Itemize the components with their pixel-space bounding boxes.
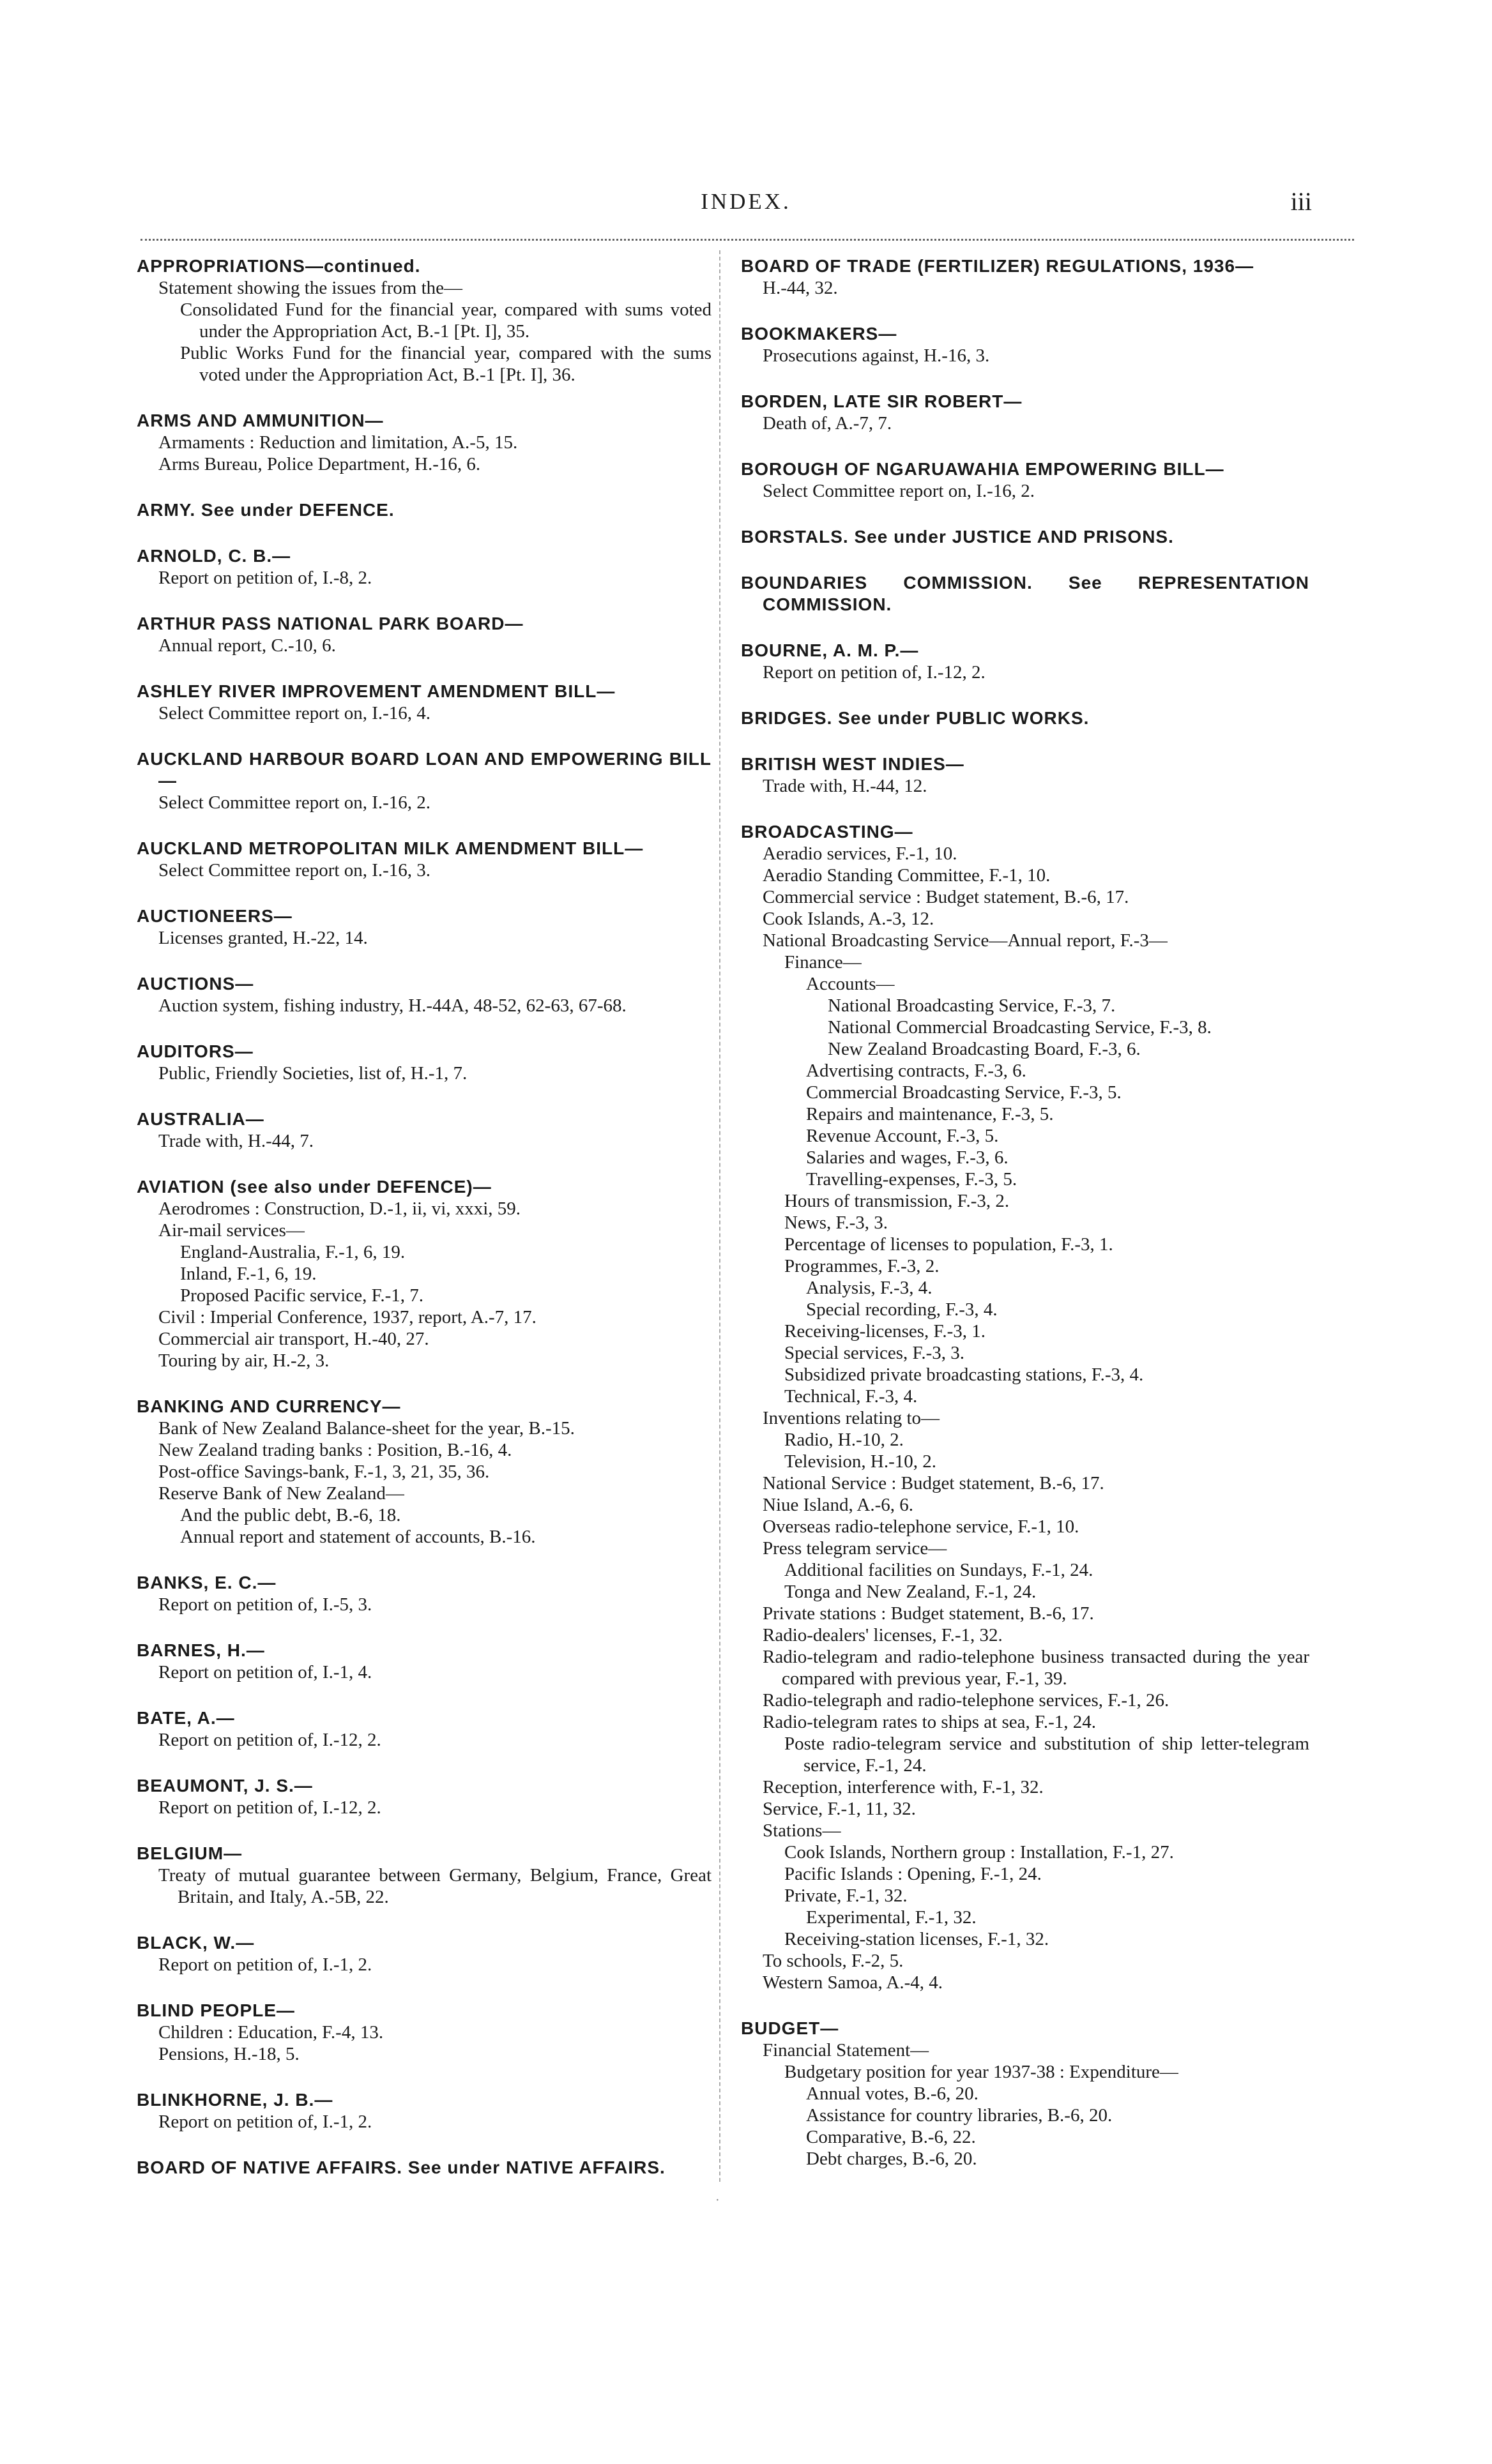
index-entry [137,1775,712,1818]
index-entry [137,838,712,881]
entry-heading: BORDEN, LATE SIR ROBERT— [741,391,1023,411]
entry-subline: Repairs and maintenance, F.-3, 5. [806,1104,1054,1124]
entry-subline: Television, H.-10, 2. [784,1451,936,1472]
entry-heading: BARNES, H.— [137,1640,265,1660]
entry-subline: Select Committee report on, I.-16, 3. [158,860,431,881]
entry-heading: BOROUGH OF NGARUAWAHIA EMPOWERING BILL— [741,459,1224,479]
entry-subline: Analysis, F.-3, 4. [806,1278,933,1298]
index-entry [741,391,1309,434]
entry-heading: BUDGET— [741,2018,839,2038]
entry-subline: Additional facilities on Sundays, F.-1, 24. [784,1560,1093,1580]
entry-subline: Receiving-station licenses, F.-1, 32. [784,1929,1049,1949]
entry-subline: Touring by air, H.-2, 3. [158,1350,330,1371]
entry-subline: Reception, interference with, F.-1, 32. [763,1777,1044,1797]
entry-subline: Proposed Pacific service, F.-1, 7. [180,1285,424,1306]
entry-subline: Arms Bureau, Police Department, H.-16, 6. [158,454,481,474]
entry-subline: Annual votes, B.-6, 20. [806,2083,978,2104]
entry-subline: Radio-telegraph and radio-telephone services, F.-1, 26. [763,1690,1169,1711]
index-entry [741,255,1309,299]
entry-subline: Overseas radio-telephone service, F.-1, 10. [763,1516,1079,1537]
entry-heading: ASHLEY RIVER IMPROVEMENT AMENDMENT BILL— [137,681,616,701]
entry-subline: Select Committee report on, I.-16, 2. [158,792,431,813]
entry-subline: Radio-telegram rates to ships at sea, F.-1, 24. [763,1712,1096,1732]
entry-subline: Pacific Islands : Opening, F.-1, 24. [784,1864,1042,1884]
index-entry [137,1396,712,1548]
entry-subline: Assistance for country libraries, B.-6, 20. [806,2105,1113,2126]
index-entry [137,545,712,589]
entry-subline: Radio, H.-10, 2. [784,1430,904,1450]
entry-heading: BLIND PEOPLE— [137,2000,295,2020]
entry-subline: National Service : Budget statement, B.-6, 17. [763,1473,1104,1493]
entry-subline: Reserve Bank of New Zealand— [158,1483,404,1504]
index-entry [137,973,712,1017]
index-entry [741,526,1309,548]
entry-subline: Inland, F.-1, 6, 19. [180,1264,317,1284]
entry-heading: BEAUMONT, J. S.— [137,1776,313,1795]
entry-subline: England-Australia, F.-1, 6, 19. [180,1242,406,1262]
entry-subline: Air-mail services— [158,1220,305,1241]
entry-subline: Budgetary position for year 1937-38 : Expenditure— [784,2062,1178,2082]
entry-heading: AUCKLAND METROPOLITAN MILK AMENDMENT BILL— [137,838,644,858]
entry-subline: Consolidated Fund for the financial year, compared with sums voted under the Appropriation Act, B.-1 [Pt. I], 35. [180,299,712,342]
entry-subline: Special services, F.-3, 3. [784,1343,964,1363]
entry-subline: Cook Islands, A.-3, 12. [763,909,934,929]
index-entry [137,1707,712,1751]
entry-subline: Bank of New Zealand Balance-sheet for the year, B.-15. [158,1418,575,1439]
entry-subline: To schools, F.-2, 5. [763,1951,904,1971]
entry-subline: Aeradio Standing Committee, F.-1, 10. [763,865,1051,886]
entry-heading: AUCKLAND HARBOUR BOARD LOAN AND EMPOWERING BILL— [137,749,712,790]
index-entry [137,410,712,475]
entry-heading: BLACK, W.— [137,1933,255,1953]
entry-subline: Special recording, F.-3, 4. [806,1299,998,1320]
header-rule [141,239,1354,241]
entry-subline: Death of, A.-7, 7. [763,413,892,434]
index-entry [741,707,1309,729]
page-number: iii [1290,187,1312,216]
entry-subline: Debt charges, B.-6, 20. [806,2149,977,2169]
entry-subline: Statement showing the issues from the— [158,278,463,298]
entry-subline: Receiving-licenses, F.-3, 1. [784,1321,986,1342]
entry-heading: BELGIUM— [137,1843,243,1863]
entry-subline: Report on petition of, I.-12, 2. [158,1730,381,1750]
entry-subline: Commercial Broadcasting Service, F.-3, 5. [806,1082,1122,1103]
entry-subline: Western Samoa, A.-4, 4. [763,1972,943,1993]
index-entry [137,2157,712,2179]
index-entry [137,613,712,656]
entry-subline: Public, Friendly Societies, list of, H.-1, 7. [158,1063,468,1084]
right-column [741,255,1309,2194]
page-title: INDEX. [701,189,791,214]
entry-heading: BOARD OF NATIVE AFFAIRS. See under NATIVE AFFAIRS. [137,2158,666,2177]
entry-subline: Finance— [784,952,862,972]
entry-subline: Financial Statement— [763,2040,929,2060]
entry-subline: H.-44, 32. [763,278,838,298]
entry-heading: BORSTALS. See under JUSTICE AND PRISONS. [741,527,1174,547]
entry-subline: Cook Islands, Northern group : Installation, F.-1, 27. [784,1842,1174,1863]
entry-subline: And the public debt, B.-6, 18. [180,1505,401,1525]
entry-subline: Experimental, F.-1, 32. [806,1907,977,1928]
entry-subline: Travelling-expenses, F.-3, 5. [806,1169,1017,1190]
entry-subline: Private, F.-1, 32. [784,1886,908,1906]
left-column [137,255,712,2203]
footer-mark: · [715,2193,720,2207]
entry-heading: BANKING AND CURRENCY— [137,1396,401,1416]
index-entry [137,1572,712,1615]
entry-heading: BOOKMAKERS— [741,324,897,344]
entry-subline: Percentage of licenses to population, F.-3, 1. [784,1234,1113,1255]
entry-subline: Revenue Account, F.-3, 5. [806,1126,999,1146]
entry-subline: Radio-telegram and radio-telephone business transacted during the year compared with previous year, F.-1, 39. [763,1647,1309,1689]
entry-heading: BANKS, E. C.— [137,1573,277,1592]
entry-subline: Report on petition of, I.-1, 4. [158,1662,372,1682]
entry-subline: Tonga and New Zealand, F.-1, 24. [784,1582,1037,1602]
column-divider [719,250,720,2182]
entry-subline: Licenses granted, H.-22, 14. [158,928,368,948]
index-entry [741,2018,1309,2170]
entry-heading: BOUNDARIES COMMISSION. See REPRESENTATION COMMISSION. [741,573,1309,614]
entry-subline: Commercial service : Budget statement, B.-6, 17. [763,887,1129,907]
index-entry [741,821,1309,1993]
index-entry [137,1932,712,1976]
entry-subline: Annual report, C.-10, 6. [158,635,336,656]
entry-subline: Radio-dealers' licenses, F.-1, 32. [763,1625,1003,1645]
entry-heading: BROADCASTING— [741,822,913,842]
entry-subline: News, F.-3, 3. [784,1213,888,1233]
index-entry [137,2000,712,2065]
entry-heading: ARMY. See under DEFENCE. [137,500,395,520]
entry-subline: Poste radio-telegram service and substitution of ship letter-telegram service, F.-1, 24. [784,1734,1309,1776]
entry-subline: Aerodromes : Construction, D.-1, ii, vi, xxxi, 59. [158,1198,521,1219]
index-entry [741,753,1309,797]
entry-subline: Report on petition of, I.-8, 2. [158,568,372,588]
entry-heading: AVIATION (see also under DEFENCE)— [137,1177,492,1197]
entry-subline: Programmes, F.-3, 2. [784,1256,940,1276]
entry-subline: Select Committee report on, I.-16, 4. [158,703,431,723]
entry-subline: Commercial air transport, H.-40, 27. [158,1329,429,1349]
entry-subline: National Commercial Broadcasting Service, F.-3, 8. [828,1017,1212,1038]
index-entry [137,2089,712,2133]
index-entry [741,458,1309,502]
index-entry [137,1041,712,1084]
entry-subline: Salaries and wages, F.-3, 6. [806,1147,1009,1168]
entry-subline: New Zealand trading banks : Position, B.-16, 4. [158,1440,512,1460]
entry-subline: Accounts— [806,974,895,994]
entry-subline: Post-office Savings-bank, F.-1, 3, 21, 35, 36. [158,1462,490,1482]
entry-heading: AUCTIONS— [137,974,254,994]
index-entry [137,255,712,386]
entry-subline: Auction system, fishing industry, H.-44A, 48-52, 62-63, 67-68. [158,995,627,1016]
entry-heading: BRITISH WEST INDIES— [741,754,964,774]
entry-subline: Aeradio services, F.-1, 10. [763,843,957,864]
entry-heading: ARMS AND AMMUNITION— [137,411,384,430]
entry-subline: Pensions, H.-18, 5. [158,2044,300,2064]
entry-subline: Hours of transmission, F.-3, 2. [784,1191,1010,1211]
entry-subline: Comparative, B.-6, 22. [806,2127,976,2147]
entry-subline: Public Works Fund for the financial year, compared with the sums voted under the Appropriation Act, B.-1 [Pt. I], 36. [180,343,712,385]
entry-subline: Report on petition of, I.-1, 2. [158,2112,372,2132]
entry-heading: AUDITORS— [137,1041,254,1061]
entry-heading: APPROPRIATIONS—continued. [137,256,421,276]
entry-subline: Private stations : Budget statement, B.-6, 17. [763,1603,1094,1624]
index-entry [741,572,1309,616]
entry-subline: Trade with, H.-44, 7. [158,1131,314,1151]
entry-subline: Report on petition of, I.-12, 2. [158,1797,381,1818]
index-entry [741,640,1309,683]
entry-subline: Armaments : Reduction and limitation, A.-5, 15. [158,432,518,453]
entry-subline: Service, F.-1, 11, 32. [763,1799,916,1819]
entry-subline: Press telegram service— [763,1538,947,1559]
entry-subline: National Broadcasting Service—Annual report, F.-3— [763,930,1168,951]
index-entry [137,681,712,724]
entry-subline: National Broadcasting Service, F.-3, 7. [828,995,1116,1016]
entry-subline: Subsidized private broadcasting stations, F.-3, 4. [784,1364,1144,1385]
index-entry [741,323,1309,367]
entry-subline: Technical, F.-3, 4. [784,1386,918,1407]
entry-subline: Stations— [763,1820,841,1841]
entry-heading: BRIDGES. See under PUBLIC WORKS. [741,708,1090,728]
entry-heading: AUCTIONEERS— [137,906,293,926]
index-entry [137,1176,712,1372]
entry-heading: BLINKHORNE, J. B.— [137,2090,333,2110]
entry-subline: Annual report and statement of accounts, B.-16. [180,1527,536,1547]
entry-subline: Prosecutions against, H.-16, 3. [763,345,990,366]
entry-subline: Report on petition of, I.-1, 2. [158,1954,372,1975]
index-entry [137,1843,712,1908]
entry-heading: ARTHUR PASS NATIONAL PARK BOARD— [137,614,524,633]
entry-heading: BOARD OF TRADE (FERTILIZER) REGULATIONS, 1936— [741,256,1254,276]
entry-heading: BOURNE, A. M. P.— [741,640,919,660]
entry-subline: Treaty of mutual guarantee between Germany, Belgium, France, Great Britain, and Italy, A.-5B, 22. [158,1865,712,1907]
entry-subline: Inventions relating to— [763,1408,940,1428]
entry-subline: Trade with, H.-44, 12. [763,776,927,796]
entry-subline: Children : Education, F.-4, 13. [158,2022,384,2043]
entry-subline: Report on petition of, I.-5, 3. [158,1594,372,1615]
entry-subline: Advertising contracts, F.-3, 6. [806,1061,1026,1081]
entry-heading: BATE, A.— [137,1708,235,1728]
entry-subline: Niue Island, A.-6, 6. [763,1495,913,1515]
entry-subline: New Zealand Broadcasting Board, F.-3, 6. [828,1039,1141,1059]
index-entry [137,1640,712,1683]
entry-subline: Civil : Imperial Conference, 1937, report, A.-7, 17. [158,1307,537,1327]
entry-subline: Select Committee report on, I.-16, 2. [763,481,1035,501]
index-entry [137,748,712,813]
index-entry [137,499,712,521]
index-entry [137,1108,712,1152]
entry-subline: Report on petition of, I.-12, 2. [763,662,986,683]
index-entry [137,905,712,949]
entry-heading: AUSTRALIA— [137,1109,264,1129]
entry-heading: ARNOLD, C. B.— [137,546,291,566]
